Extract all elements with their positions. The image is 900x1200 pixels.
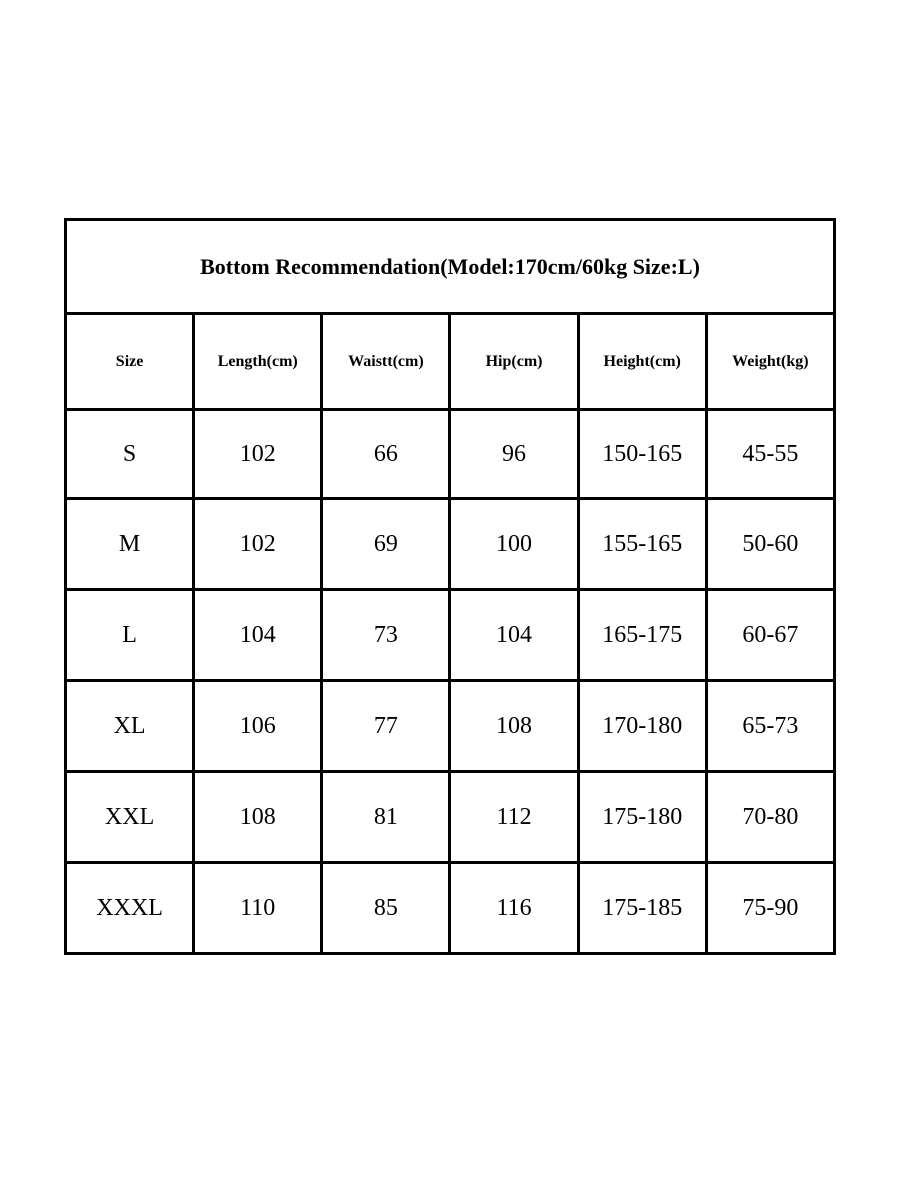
cell-height: 170-180 xyxy=(578,681,706,772)
cell-weight: 50-60 xyxy=(706,499,834,590)
cell-waist: 77 xyxy=(322,681,450,772)
size-chart-table xyxy=(64,218,836,955)
header-length: Length(cm) xyxy=(194,314,322,410)
cell-length: 108 xyxy=(194,772,322,863)
header-hip: Hip(cm) xyxy=(450,314,578,410)
cell-height: 175-185 xyxy=(578,863,706,954)
cell-hip: 108 xyxy=(450,681,578,772)
title-row xyxy=(66,220,835,314)
cell-hip: 100 xyxy=(450,499,578,590)
cell-weight: 65-73 xyxy=(706,681,834,772)
cell-length: 102 xyxy=(194,499,322,590)
header-weight: Weight(kg) xyxy=(706,314,834,410)
cell-size: S xyxy=(66,410,194,499)
cell-size: M xyxy=(66,499,194,590)
table-row xyxy=(66,590,835,681)
table-row xyxy=(66,772,835,863)
cell-hip: 104 xyxy=(450,590,578,681)
table-row xyxy=(66,499,835,590)
cell-size: XXXL xyxy=(66,863,194,954)
cell-height: 165-175 xyxy=(578,590,706,681)
cell-weight: 75-90 xyxy=(706,863,834,954)
cell-waist: 66 xyxy=(322,410,450,499)
header-row xyxy=(66,314,835,410)
table-row xyxy=(66,410,835,499)
cell-hip: 96 xyxy=(450,410,578,499)
cell-height: 175-180 xyxy=(578,772,706,863)
cell-length: 106 xyxy=(194,681,322,772)
cell-weight: 45-55 xyxy=(706,410,834,499)
cell-length: 104 xyxy=(194,590,322,681)
table-row xyxy=(66,863,835,954)
cell-waist: 69 xyxy=(322,499,450,590)
cell-height: 155-165 xyxy=(578,499,706,590)
header-height: Height(cm) xyxy=(578,314,706,410)
cell-waist: 85 xyxy=(322,863,450,954)
table-row xyxy=(66,681,835,772)
header-size: Size xyxy=(66,314,194,410)
cell-weight: 70-80 xyxy=(706,772,834,863)
cell-weight: 60-67 xyxy=(706,590,834,681)
cell-length: 102 xyxy=(194,410,322,499)
cell-hip: 116 xyxy=(450,863,578,954)
cell-size: XXL xyxy=(66,772,194,863)
cell-waist: 81 xyxy=(322,772,450,863)
cell-size: L xyxy=(66,590,194,681)
cell-length: 110 xyxy=(194,863,322,954)
cell-hip: 112 xyxy=(450,772,578,863)
cell-height: 150-165 xyxy=(578,410,706,499)
table-title: Bottom Recommendation(Model:170cm/60kg Size:L) xyxy=(66,220,835,314)
cell-waist: 73 xyxy=(322,590,450,681)
header-waist: Waistt(cm) xyxy=(322,314,450,410)
cell-size: XL xyxy=(66,681,194,772)
